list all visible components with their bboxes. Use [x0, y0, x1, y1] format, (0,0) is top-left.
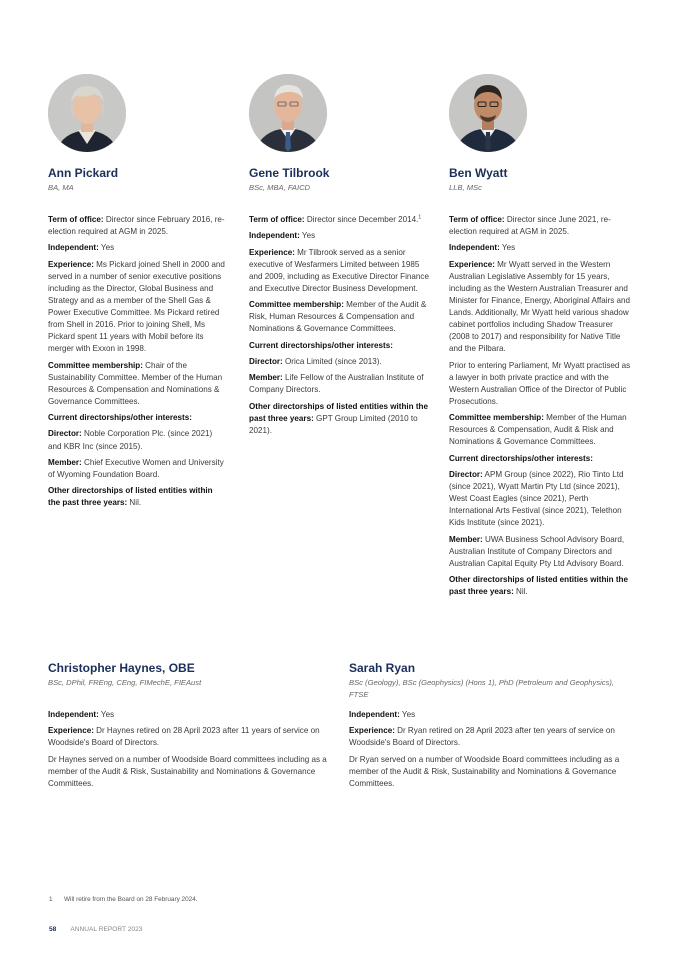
- director-details: [449, 214, 631, 602]
- term-label: Term of office:: [249, 215, 305, 224]
- director-details: [48, 709, 332, 794]
- committee-text: Member of the Human Resources & Compensation, Audit & Risk and Nominations & Governance Committees.: [449, 413, 627, 447]
- director-qualifications: BSc (Geology), BSc (Geophysics) (Hons 1), PhD (Petroleum and Geophysics), FTSE: [349, 678, 615, 699]
- footer-label: ANNUAL REPORT 2023: [70, 926, 143, 933]
- member-label: Member:: [48, 457, 82, 467]
- independent-text: Yes: [301, 231, 316, 241]
- experience-text: Mr Tilbrook served as a senior executive of Wesfarmers Limited between 1985 and 2009, including as Executive Director Finance and Executive Director Business Development.: [249, 247, 429, 293]
- committee-label: Committee membership:: [48, 360, 143, 370]
- member-text: UWA Business School Advisory Board, Australian Institute of Company Directors and Australian Capital Equity Pty Ltd Advisory Board.: [449, 534, 625, 568]
- portrait-gene-tilbrook: [249, 74, 327, 152]
- director-name: Gene Tilbrook: [249, 166, 330, 180]
- director-details: [349, 709, 631, 794]
- director-qualifications: LLB, MSc: [449, 183, 482, 192]
- term-text: Director since December 2014.: [306, 215, 419, 224]
- portrait-ben-wyatt: [449, 74, 527, 152]
- director-text: Orica Limited (since 2013).: [284, 356, 382, 366]
- committee-label: Committee membership:: [249, 300, 344, 310]
- term-text: Director since June 2021, re-election required at AGM in 2025.: [449, 215, 611, 237]
- term-label: Term of office:: [449, 215, 505, 224]
- director-label: Director:: [48, 429, 82, 439]
- independent-text: Yes: [401, 710, 416, 719]
- page-footer: [49, 926, 142, 933]
- director-name: Ann Pickard: [48, 166, 119, 180]
- other-directorships-text: GPT Group Limited (2010 to 2021).: [249, 413, 418, 435]
- committee-text: Member of the Audit & Risk, Human Resources & Compensation and Nominations & Governance Committees.: [249, 300, 427, 334]
- experience-label: Experience:: [449, 259, 495, 269]
- experience-text: Mr Wyatt served in the Western Australian Legislative Assembly for 15 years, including as the Western Australian Treasurer and Minister for Finance, Energy, Aboriginal Affairs and Lands. Additionally, Mr Wyatt held various shadow cabinet portfolios including Shadow Treasurer (2008 to 2017) and responsibility for Native Title and the Pilbara.: [449, 259, 631, 354]
- current-directorships-heading: Current directorships/other interests:: [48, 413, 192, 423]
- member-text: Chief Executive Women and University of Wyoming Foundation Board.: [48, 457, 224, 479]
- other-directorships-label: Other directorships of listed entities within the past three years:: [249, 401, 428, 423]
- experience-label: Experience:: [349, 726, 395, 736]
- experience-text: Dr Haynes retired on 28 April 2023 after 11 years of service on Woodside's Board of Directors.: [48, 726, 320, 748]
- member-text: Life Fellow of the Australian Institute of Company Directors.: [249, 373, 424, 395]
- independent-text: Yes: [501, 243, 516, 253]
- experience-label: Experience:: [249, 247, 295, 257]
- independent-label: Independent:: [449, 243, 500, 253]
- experience-text-continued: Dr Haynes served on a number of Woodside Board committees including as a member of the Audit & Risk, Sustainability and Nominations & Governance Committees.: [48, 754, 327, 788]
- director-name: Christopher Haynes, OBE: [48, 661, 195, 675]
- independent-label: Independent:: [48, 710, 99, 719]
- director-qualifications: BSc, DPhil, FREng, CEng, FIMechE, FIEAust: [48, 678, 202, 687]
- experience-text: Ms Pickard joined Shell in 2000 and served in a number of senior executive positions including as the Director, Global Business and Strategy and as a member of the Shell Gas & Power Executive Committee. Ms Pickard retired from Shell in 2016. Prior to joining Shell, Ms Pickard spent 11 years with Mobil before its merger with Exxon in 1998.: [48, 259, 225, 354]
- footnote-text: Will retire from the Board on 28 February 2024.: [64, 896, 198, 903]
- independent-label: Independent:: [249, 231, 300, 241]
- committee-text: Chair of the Sustainability Committee. Member of the Human Resources & Compensation and Nominations & Governance Committees.: [48, 360, 223, 406]
- term-text: Director since February 2016, re-election required at AGM in 2025.: [48, 215, 225, 237]
- portrait-ann-pickard: [48, 74, 126, 152]
- independent-label: Independent:: [48, 243, 99, 253]
- director-name: Sarah Ryan: [349, 661, 416, 675]
- independent-text: Yes: [100, 243, 115, 253]
- director-label: Director:: [449, 469, 483, 479]
- page-number: 58: [49, 926, 57, 933]
- director-details: [249, 214, 431, 441]
- experience-label: Experience:: [48, 726, 94, 736]
- member-label: Member:: [449, 534, 483, 544]
- member-label: Member:: [249, 373, 283, 383]
- director-label: Director:: [249, 356, 283, 366]
- director-text: APM Group (since 2022), Rio Tinto Ltd (since 2021), Wyatt Martin Pty Ltd (since 2021), West Coast Eagles (since 2021), Perth International Arts Festival (since 2021), Telethon Kids Institute (since 2021).: [449, 469, 624, 528]
- other-directorships-text: Nil.: [129, 498, 142, 508]
- footnote-number: 1: [49, 896, 53, 903]
- other-directorships-label: Other directorships of listed entities within the past three years:: [48, 486, 213, 508]
- director-text: Noble Corporation Plc. (since 2021) and KBR Inc (since 2015).: [48, 429, 213, 451]
- experience-text-continued: Prior to entering Parliament, Mr Wyatt practised as a lawyer in both private practice and with the Western Australian Office of the Director of Public Prosecutions.: [449, 360, 631, 406]
- director-name: Ben Wyatt: [449, 166, 508, 180]
- other-directorships-label: Other directorships of listed entities within the past three years:: [449, 575, 628, 597]
- independent-text: Yes: [100, 710, 115, 719]
- committee-label: Committee membership:: [449, 413, 544, 423]
- experience-text: Dr Ryan retired on 28 April 2023 after ten years of service on Woodside's Board of Directors.: [349, 726, 615, 748]
- current-directorships-heading: Current directorships/other interests:: [249, 340, 393, 350]
- other-directorships-text: Nil.: [516, 587, 528, 597]
- director-details: [48, 214, 225, 514]
- director-qualifications: BSc, MBA, FAICD: [249, 183, 311, 192]
- footnote-marker: 1: [418, 214, 422, 221]
- experience-text-continued: Dr Ryan served on a number of Woodside Board committees including as a member of the Audit & Risk, Sustainability and Nominations & Governance Committees.: [349, 754, 620, 788]
- director-qualifications: BA, MA: [48, 183, 74, 192]
- experience-label: Experience:: [48, 259, 94, 269]
- current-directorships-heading: Current directorships/other interests:: [449, 453, 593, 463]
- footnote: [49, 896, 198, 903]
- term-label: Term of office:: [48, 215, 104, 224]
- independent-label: Independent:: [349, 710, 400, 719]
